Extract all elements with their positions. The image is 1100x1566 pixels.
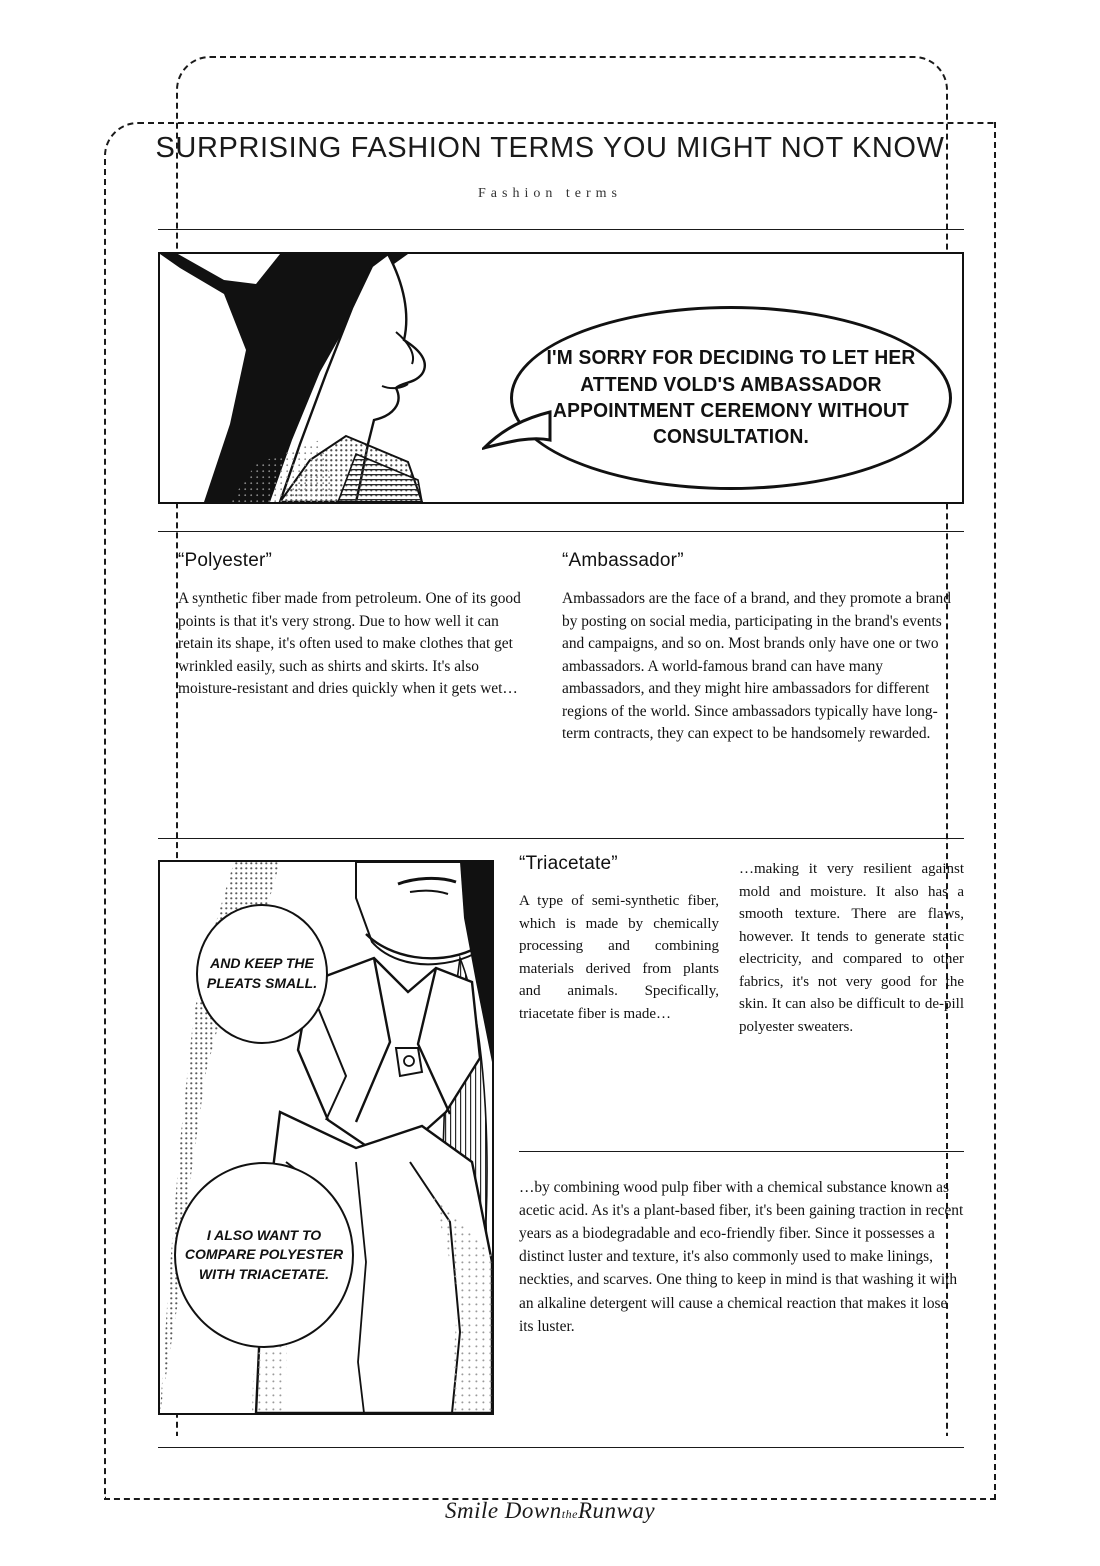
series-logo-pre: Smile Down [444, 1498, 562, 1523]
divider-rule [158, 531, 964, 532]
term-heading-ambassador: “Ambassador” [562, 550, 684, 571]
speech-bubble-pleats [196, 904, 328, 1044]
speech-bubble-pleats-text: AND KEEP THE PLEATS SMALL. [206, 955, 318, 991]
term-body-ambassador: Ambassadors are the face of a brand, and they promote a brand by posting on social media, participating in the brand's events and campaigns, and so on. Most brands only have one or two ambassadors. A world-famous brand can have many ambassadors, and they might hire ambassadors for different regions of the world. Since ambassadors typically have long-term contracts, they can expect to be handsomely rewarded. [562, 590, 951, 743]
page-title: SURPRISING FASHION TERMS YOU MIGHT NOT KNOW [155, 132, 945, 164]
term-body-triacetate-right: …making it very resilient against mold and moisture. It also has a smooth texture. There are flaws, however. It tends to generate static electricity, and compared to other fabrics, it's not very good for the skin. It can also be difficult to de-pill polyester sweaters. [739, 861, 964, 1035]
divider-rule [158, 1447, 964, 1448]
speech-bubble-compare-text: I ALSO WANT TO COMPARE POLYESTER WITH TRIACETATE. [184, 1226, 344, 1282]
term-heading-polyester: “Polyester” [178, 550, 273, 571]
term-heading-triacetate: “Triacetate” [519, 853, 618, 874]
manga-panel-top [158, 252, 964, 504]
series-logo-mid: the [561, 1507, 578, 1521]
divider-rule [158, 229, 964, 230]
divider-rule [519, 1151, 964, 1152]
series-logo-post: Runway [577, 1498, 656, 1523]
speech-bubble-top-text: I'M SORRY FOR DECIDING TO LET HER ATTEND VOLD'S AMBASSADOR APPOINTMENT CEREMONY WITHOUT CONSULTATION. [546, 347, 916, 449]
speech-bubble-top [510, 306, 952, 490]
speech-bubble-top-tail [482, 406, 552, 452]
speech-bubble-compare [174, 1162, 354, 1348]
term-body-triacetate-left: A type of semi-synthetic fiber, which is made by chemically processing and combining materials derived from plants and animals. Specifically, triacetate fiber is made… [519, 893, 719, 1022]
page-subtitle: Fashion terms [478, 186, 622, 201]
term-body-triacetate-continued: …by combining wood pulp fiber with a chemical substance known as acetic acid. As it's a plant-based fiber, it's been gaining traction in recent years as a biodegradable and eco-friendly fiber. Since it possesses a distinct luster and texture, it's also commonly used to make linings, neckties, and scarves. One thing to keep in mind is that washing it with an alkaline detergent will cause a chemical reaction that makes it lose its luster. [519, 1179, 964, 1335]
divider-rule [158, 838, 964, 839]
series-logo [0, 1498, 1100, 1524]
manga-panel-bottom [158, 860, 494, 1415]
term-body-polyester: A synthetic fiber made from petroleum. One of its good points is that it's very strong. Due to how well it can retain its shape, it's often used to make clothes that get wrinkled easily, such as shirts and skirts. It's also moisture-resistant and dries quickly when it gets wet… [178, 590, 521, 698]
